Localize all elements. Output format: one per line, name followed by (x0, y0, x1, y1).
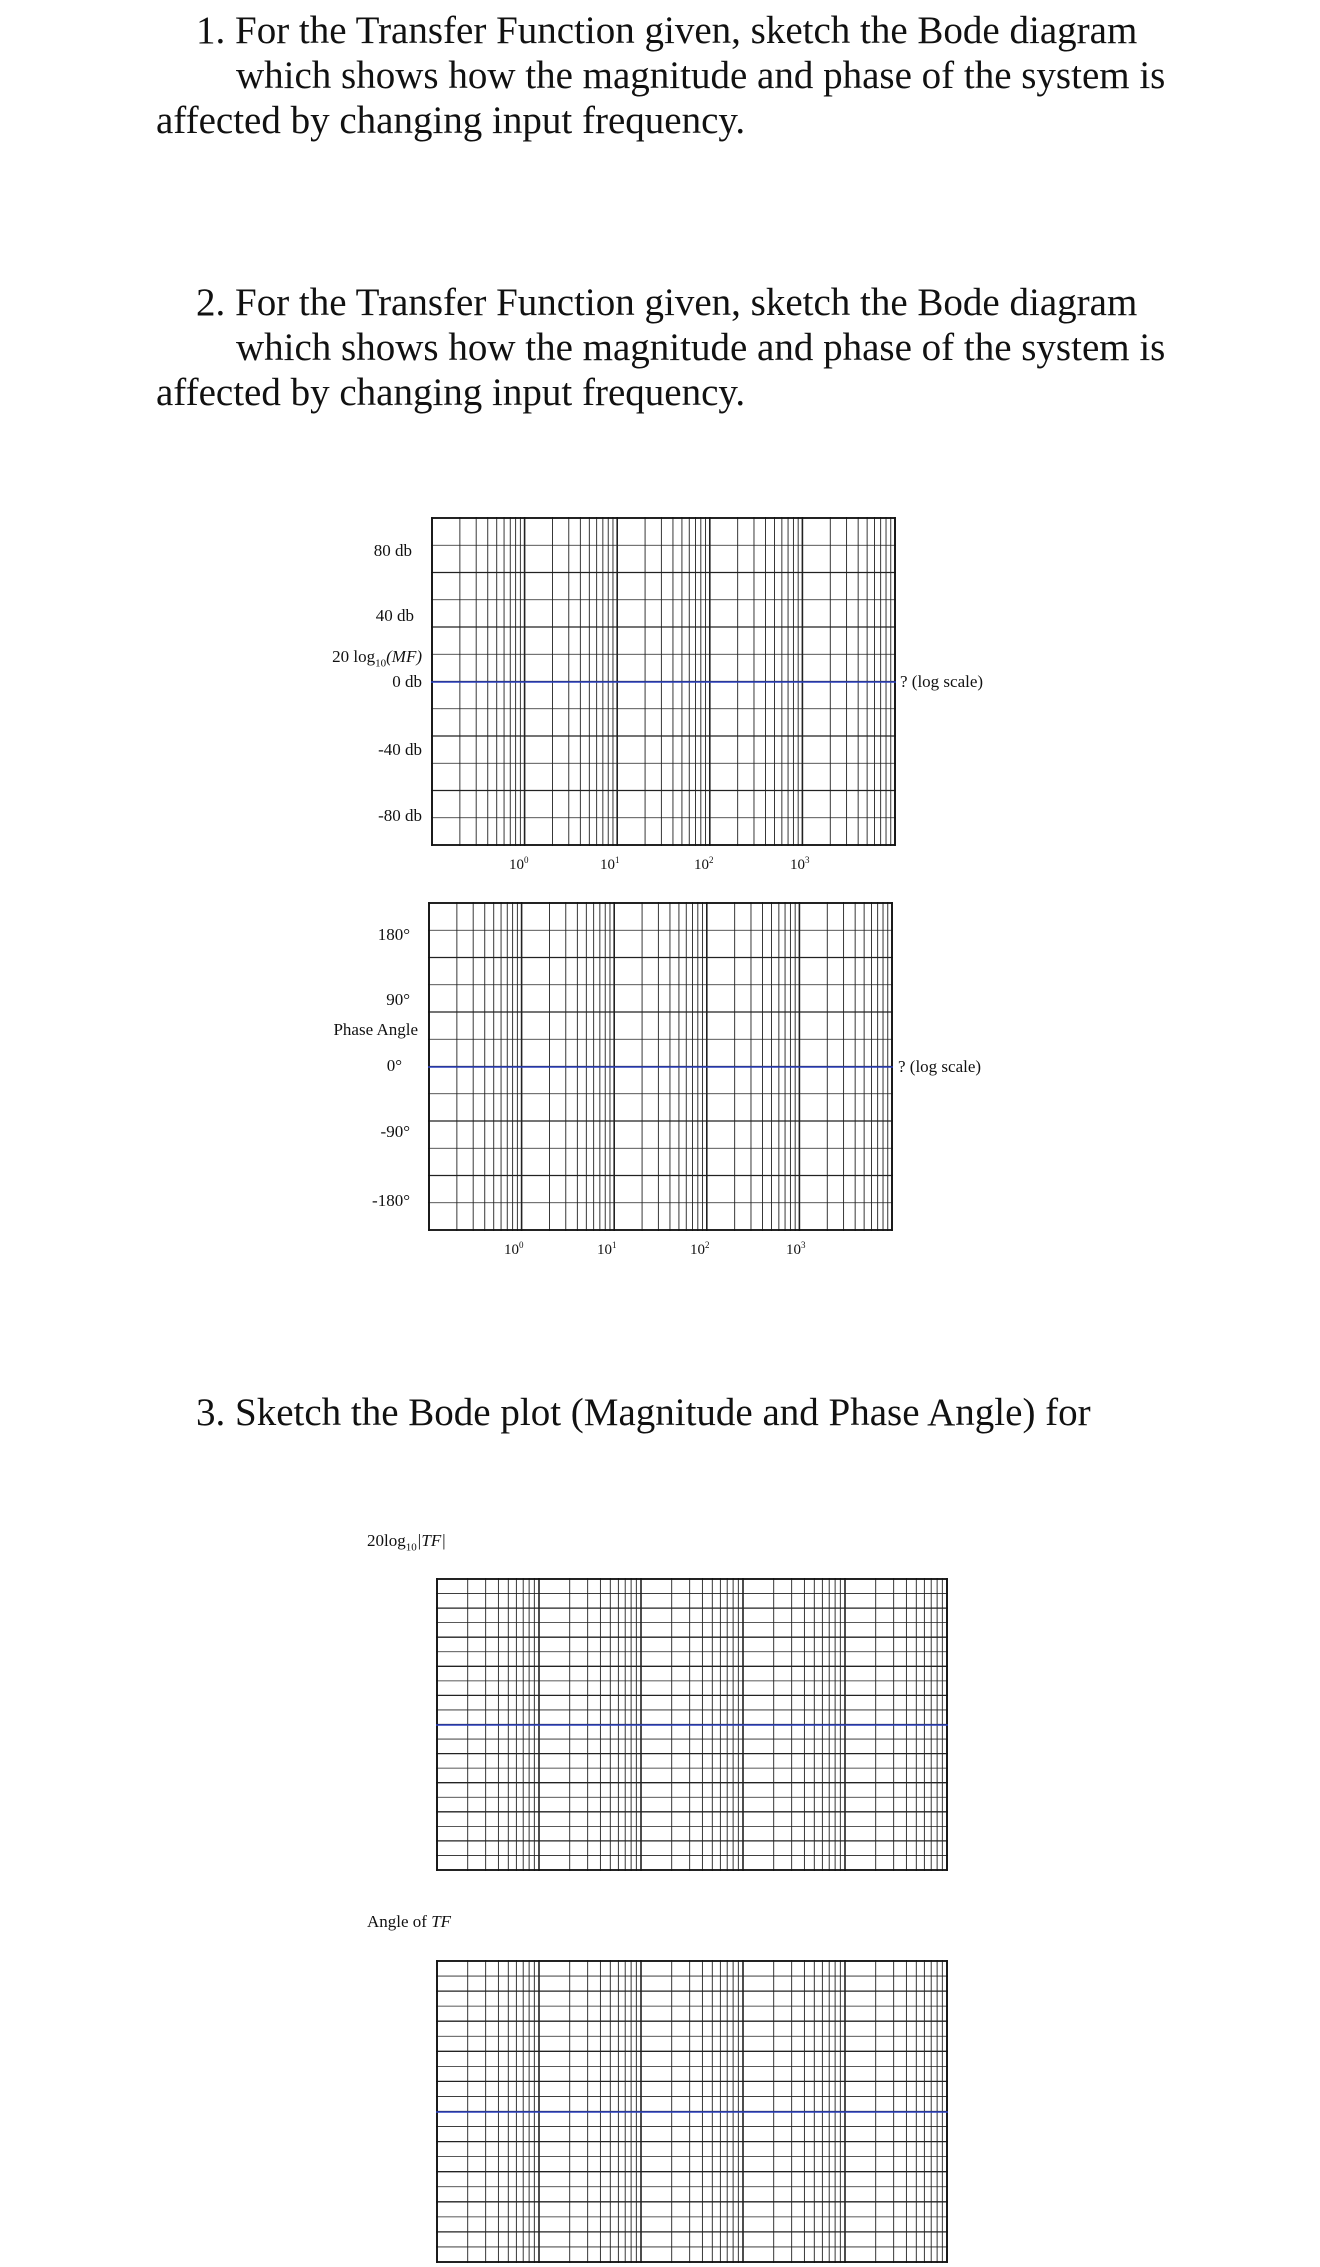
mag-axis-label (332, 647, 422, 669)
phase-x-tick-2-exp: 2 (705, 1240, 710, 1250)
q3-angle-label-post: TF (431, 1912, 452, 1931)
question-2-text (0, 280, 1320, 415)
q3-magnitude-label (367, 1531, 446, 1553)
mag-tick-minus-80: -80 db (378, 806, 422, 825)
phase-tick-90: 90° (386, 990, 410, 1009)
mag-x-tick-2-base: 10 (694, 857, 709, 873)
mag-axis-label-sub: 10 (375, 657, 387, 670)
mag-x-tick-3-exp: 3 (805, 855, 810, 865)
phase-x-tick-1-base: 10 (597, 1242, 612, 1258)
phase-axis-label: Phase Angle (333, 1020, 418, 1039)
mag-tick-40: 40 db (375, 606, 414, 625)
mag-x-tick-2-exp: 2 (709, 855, 714, 865)
phase-tick-minus-90: -90° (380, 1122, 410, 1141)
magnitude-grid (431, 517, 896, 846)
question-1-line-2: which shows how the magnitude and phase of the system is (236, 54, 1166, 97)
mag-tick-0: 0 db (392, 672, 422, 691)
phase-x-tick-1-exp: 1 (612, 1240, 617, 1250)
mag-x-tick-0-exp: 0 (524, 855, 529, 865)
question-2-line-2: which shows how the magnitude and phase of the system is (236, 326, 1166, 369)
phase-tick-minus-180: -180° (372, 1191, 410, 1210)
phase-x-tick-2-base: 10 (690, 1242, 705, 1258)
phase-x-tick-3-base: 10 (786, 1242, 801, 1258)
mag-x-tick-1-base: 10 (600, 857, 615, 873)
q3-magnitude-grid (436, 1578, 948, 1871)
mag-axis-note: ? (log scale) (900, 672, 984, 691)
q3-magnitude-label-pre: 20log (367, 1531, 406, 1550)
mag-axis-label-pre: 20 log (332, 647, 376, 666)
phase-x-tick-1 (597, 1240, 617, 1259)
mag-x-tick-1-exp: 1 (615, 855, 620, 865)
mag-x-tick-0 (509, 855, 529, 874)
question-2-line-1: 2. For the Transfer Function given, sketch the Bode diagram (196, 281, 1138, 324)
phase-x-tick-3 (786, 1240, 806, 1259)
phase-tick-180: 180° (377, 925, 410, 944)
q3-angle-label-pre: Angle of (367, 1912, 432, 1931)
q3-magnitude-label-sub: 10 (405, 1541, 417, 1554)
phase-grid (428, 902, 893, 1231)
q3-angle-label (367, 1912, 451, 1932)
phase-x-tick-0 (504, 1240, 524, 1259)
mag-x-tick-3 (790, 855, 810, 874)
q3-magnitude-label-post: |TF| (416, 1531, 446, 1550)
mag-axis-label-post: (MF) (386, 647, 422, 666)
mag-tick-80: 80 db (373, 541, 412, 560)
phase-x-tick-2 (690, 1240, 710, 1259)
phase-axis-note: ? (log scale) (898, 1057, 982, 1076)
phase-x-tick-0-exp: 0 (519, 1240, 524, 1250)
phase-tick-0: 0° (386, 1056, 402, 1075)
mag-x-tick-1 (600, 855, 620, 874)
mag-tick-minus-40: -40 db (378, 740, 422, 759)
mag-x-tick-0-base: 10 (509, 857, 524, 873)
mag-x-tick-2 (694, 855, 714, 874)
question-1-line-3: affected by changing input frequency. (156, 99, 746, 142)
question-2-line-3: affected by changing input frequency. (156, 371, 746, 414)
question-1-line-1: 1. For the Transfer Function given, sketch the Bode diagram (196, 9, 1138, 52)
question-3-text: 3. Sketch the Bode plot (Magnitude and Phase Angle) for (196, 1391, 1091, 1434)
q3-angle-grid (436, 1960, 948, 2263)
phase-x-tick-3-exp: 3 (801, 1240, 806, 1250)
question-1-text (0, 8, 1320, 143)
phase-x-tick-0-base: 10 (504, 1242, 519, 1258)
mag-x-tick-3-base: 10 (790, 857, 805, 873)
